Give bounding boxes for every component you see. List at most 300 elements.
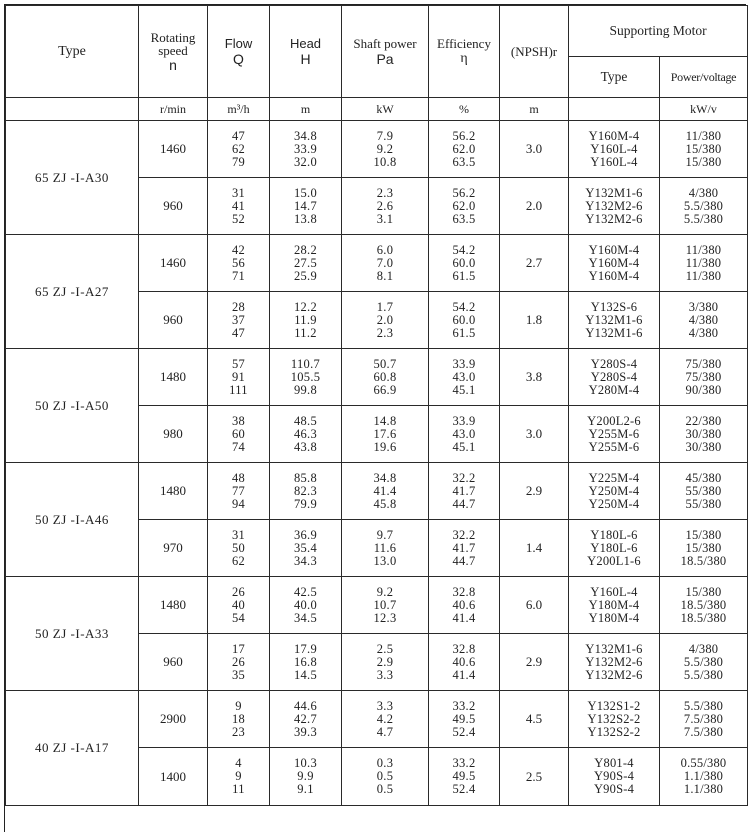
motor-type-cell-value: Y132M1-6 [585, 185, 643, 200]
head-cell-value: 10.3 [293, 756, 318, 770]
motor-power-cell-value: 5.5/380 [683, 654, 724, 669]
eff-cell [429, 178, 500, 235]
flow-cell-value: 79 [231, 154, 246, 169]
shaft-cell-value: 12.3 [373, 610, 397, 625]
eff-cell-value: 63.5 [452, 211, 476, 226]
motor-type-cell-value: Y90S-4 [593, 769, 635, 783]
motor-type-cell [569, 349, 660, 406]
eff-cell-value: 41.7 [452, 540, 476, 555]
head-cell-value: 25.9 [293, 268, 318, 283]
table-row [6, 121, 748, 178]
motor-power-cell-value: 5.5/380 [683, 698, 724, 713]
shaft-cell [342, 691, 429, 748]
motor-power-cell-value: 55/380 [685, 496, 722, 511]
header-head-title: Head [289, 35, 322, 51]
header-head [270, 6, 342, 98]
motor-type-cell-value: Y200L1-6 [587, 553, 641, 568]
shaft-cell [342, 121, 429, 178]
eff-cell-value: 32.8 [452, 584, 476, 599]
shaft-cell-value: 0.5 [376, 782, 394, 796]
head-cell [270, 178, 342, 235]
speed-cell: 1480 [139, 577, 208, 634]
motor-power-cell-value: 1.1/380 [683, 782, 724, 796]
model-type-cell: 65 ZJ -I-A27 [6, 235, 139, 349]
npsh-cell: 6.0 [500, 577, 569, 634]
motor-type-cell [569, 235, 660, 292]
flow-cell-value: 74 [231, 439, 246, 454]
flow-cell-value: 42 [231, 242, 246, 257]
head-cell [270, 235, 342, 292]
eff-cell [429, 121, 500, 178]
shaft-cell-value: 2.5 [376, 641, 394, 656]
shaft-cell-value: 3.1 [376, 211, 394, 226]
shaft-cell-value: 45.8 [373, 496, 397, 511]
eff-cell-value: 60.0 [452, 312, 476, 327]
speed-cell: 2900 [139, 691, 208, 748]
motor-power-cell-value: 15/380 [685, 527, 722, 542]
shaft-cell-value: 34.8 [373, 470, 397, 485]
flow-cell [208, 235, 270, 292]
eff-cell-value: 44.7 [452, 553, 476, 568]
eff-cell-value: 61.5 [452, 325, 476, 340]
flow-cell-value: 77 [231, 483, 246, 498]
eff-cell-value: 32.2 [452, 470, 476, 485]
flow-cell-value: 31 [231, 527, 246, 542]
motor-type-cell-value: Y160M-4 [588, 255, 640, 270]
shaft-cell-value: 2.3 [376, 185, 394, 200]
flow-cell-value: 17 [231, 641, 246, 656]
flow-cell [208, 121, 270, 178]
eff-cell-value: 33.9 [452, 356, 476, 371]
eff-cell [429, 577, 500, 634]
motor-power-cell-value: 4/380 [688, 185, 719, 200]
flow-cell [208, 691, 270, 748]
eff-cell-value: 41.7 [452, 483, 476, 498]
npsh-cell: 2.9 [500, 634, 569, 691]
eff-cell-value: 43.0 [452, 369, 476, 384]
eff-cell [429, 292, 500, 349]
motor-type-cell-value: Y160L-4 [590, 154, 638, 169]
npsh-cell: 1.4 [500, 520, 569, 577]
motor-type-cell-value: Y132M2-6 [585, 198, 643, 213]
motor-type-cell [569, 577, 660, 634]
shaft-cell [342, 748, 429, 806]
head-cell-value: 39.3 [293, 724, 318, 739]
motor-power-cell-value: 11/380 [685, 242, 722, 257]
npsh-cell: 4.5 [500, 691, 569, 748]
npsh-cell: 3.8 [500, 349, 569, 406]
head-cell-value: 34.3 [293, 553, 318, 568]
motor-power-cell-value: 45/380 [685, 470, 722, 485]
shaft-cell-value: 0.3 [376, 756, 394, 770]
flow-cell [208, 178, 270, 235]
eff-cell-value: 62.0 [452, 198, 476, 213]
head-cell-value: 28.2 [293, 242, 318, 257]
shaft-cell-value: 6.0 [376, 242, 394, 257]
motor-type-cell-value: Y180M-4 [588, 610, 640, 625]
motor-power-cell [660, 235, 748, 292]
motor-type-cell-value: Y200L2-6 [587, 413, 641, 428]
flow-cell-value: 40 [231, 597, 246, 612]
motor-power-cell-value: 55/380 [685, 483, 722, 498]
motor-power-cell-value: 4/380 [688, 325, 719, 340]
flow-cell [208, 292, 270, 349]
head-cell [270, 463, 342, 520]
motor-type-cell-value: Y160M-4 [588, 128, 640, 143]
motor-power-cell-value: 75/380 [685, 369, 722, 384]
flow-cell-value: 38 [231, 413, 246, 428]
head-cell-value: 99.8 [293, 382, 318, 397]
motor-type-cell-value: Y132M2-6 [585, 654, 643, 669]
shaft-cell [342, 406, 429, 463]
motor-power-cell-value: 11/380 [685, 128, 722, 143]
motor-type-cell [569, 292, 660, 349]
flow-cell-value: 26 [231, 584, 246, 599]
shaft-cell-value: 4.7 [376, 724, 394, 739]
flow-cell-value: 62 [231, 553, 246, 568]
shaft-cell [342, 292, 429, 349]
model-type-cell: 50 ZJ -I-A46 [6, 463, 139, 577]
speed-cell: 970 [139, 520, 208, 577]
motor-type-cell [569, 748, 660, 806]
header-motor-type: Type [569, 57, 660, 98]
header-eff [429, 6, 500, 98]
eff-cell-value: 56.2 [452, 128, 476, 143]
flow-cell-value: 4 [235, 756, 242, 770]
shaft-cell [342, 634, 429, 691]
head-cell-value: 27.5 [293, 255, 318, 270]
flow-cell-value: 26 [231, 654, 246, 669]
flow-cell-value: 18 [231, 711, 246, 726]
eff-cell [429, 634, 500, 691]
head-cell-value: 79.9 [293, 496, 318, 511]
motor-power-cell-value: 7.5/380 [683, 724, 724, 739]
table-body [6, 121, 748, 806]
flow-cell-value: 48 [231, 470, 246, 485]
npsh-cell: 1.8 [500, 292, 569, 349]
motor-power-cell [660, 349, 748, 406]
motor-type-cell-value: Y132S1-2 [587, 698, 641, 713]
head-cell-value: 11.2 [294, 325, 317, 340]
shaft-cell-value: 1.7 [376, 299, 394, 314]
motor-type-cell-value: Y132M2-6 [585, 211, 643, 226]
head-cell [270, 748, 342, 806]
shaft-cell-value: 41.4 [373, 483, 397, 498]
unit-head: m [270, 98, 342, 121]
flow-cell-value: 60 [231, 426, 246, 441]
motor-power-cell-value: 7.5/380 [683, 711, 724, 726]
flow-cell-value: 57 [231, 356, 246, 371]
shaft-cell-value: 19.6 [373, 439, 397, 454]
flow-cell-value: 23 [231, 724, 246, 739]
header-type: Type [6, 6, 139, 98]
shaft-cell-value: 9.2 [376, 584, 394, 599]
shaft-cell-value: 3.3 [376, 698, 394, 713]
head-cell-value: 15.0 [293, 185, 318, 200]
shaft-cell-value: 50.7 [373, 356, 397, 371]
table-row [6, 577, 748, 634]
shaft-cell-value: 66.9 [373, 382, 397, 397]
motor-type-cell-value: Y132S-6 [590, 299, 638, 314]
speed-cell: 1460 [139, 121, 208, 178]
shaft-cell [342, 577, 429, 634]
speed-cell: 960 [139, 634, 208, 691]
motor-power-cell-value: 18.5/380 [680, 597, 727, 612]
motor-type-cell-value: Y90S-4 [593, 782, 635, 796]
eff-cell-value: 63.5 [452, 154, 476, 169]
motor-type-cell-value: Y132S2-2 [587, 711, 641, 726]
eff-cell-value: 33.9 [452, 413, 476, 428]
head-cell [270, 691, 342, 748]
motor-power-cell [660, 577, 748, 634]
motor-power-cell-value: 15/380 [685, 584, 722, 599]
flow-cell-value: 56 [231, 255, 246, 270]
unit-npsh: m [500, 98, 569, 121]
speed-cell: 1480 [139, 463, 208, 520]
flow-cell-value: 52 [231, 211, 246, 226]
unit-flow: m³/h [208, 98, 270, 121]
npsh-cell: 2.0 [500, 178, 569, 235]
header-shaft-title: Shaft power [353, 35, 417, 51]
eff-cell-value: 44.7 [452, 496, 476, 511]
eff-cell [429, 748, 500, 806]
head-cell-value: 11.9 [294, 312, 317, 327]
eff-cell-value: 54.2 [452, 242, 476, 257]
motor-type-cell-value: Y180L-6 [590, 540, 638, 555]
unit-speed: r/min [139, 98, 208, 121]
npsh-cell: 2.9 [500, 463, 569, 520]
shaft-cell [342, 178, 429, 235]
unit-motor-power: kW/v [660, 98, 748, 121]
shaft-cell-value: 10.8 [373, 154, 397, 169]
flow-cell [208, 463, 270, 520]
motor-power-cell-value: 30/380 [685, 439, 722, 454]
motor-type-cell-value: Y250M-4 [588, 496, 640, 511]
speed-cell: 1460 [139, 235, 208, 292]
eff-cell-value: 54.2 [452, 299, 476, 314]
head-cell [270, 634, 342, 691]
shaft-cell-value: 14.8 [373, 413, 397, 428]
table-row [6, 691, 748, 748]
flow-cell-value: 62 [231, 141, 246, 156]
motor-type-cell-value: Y180M-4 [588, 597, 640, 612]
eff-cell-value: 45.1 [452, 382, 476, 397]
motor-power-cell-value: 4/380 [688, 312, 719, 327]
motor-power-cell-value: 22/380 [685, 413, 722, 428]
motor-power-cell-value: 4/380 [688, 641, 719, 656]
motor-type-cell [569, 691, 660, 748]
motor-type-cell-value: Y160M-4 [588, 242, 640, 257]
shaft-cell-value: 7.0 [376, 255, 394, 270]
head-cell-value: 33.9 [293, 141, 318, 156]
head-cell [270, 292, 342, 349]
motor-power-cell-value: 30/380 [685, 426, 722, 441]
head-cell-value: 42.7 [293, 711, 318, 726]
flow-cell [208, 748, 270, 806]
motor-power-cell [660, 406, 748, 463]
speed-cell: 960 [139, 178, 208, 235]
model-type-cell: 50 ZJ -I-A50 [6, 349, 139, 463]
head-cell-value: 14.7 [293, 198, 318, 213]
motor-type-cell [569, 406, 660, 463]
flow-cell [208, 634, 270, 691]
header-head-symbol: H [300, 50, 311, 67]
motor-power-cell [660, 520, 748, 577]
shaft-cell-value: 9.7 [376, 527, 394, 542]
motor-power-cell-value: 5.5/380 [683, 211, 724, 226]
motor-type-cell-value: Y801-4 [594, 756, 634, 770]
eff-cell [429, 463, 500, 520]
header-shaft [342, 6, 429, 98]
speed-cell: 980 [139, 406, 208, 463]
speed-cell: 960 [139, 292, 208, 349]
head-cell-value: 12.2 [293, 299, 318, 314]
shaft-cell-value: 2.6 [376, 198, 394, 213]
shaft-cell [342, 349, 429, 406]
head-cell [270, 406, 342, 463]
flow-cell-value: 35 [231, 667, 246, 682]
motor-type-cell [569, 178, 660, 235]
shaft-cell [342, 520, 429, 577]
shaft-cell-value: 7.9 [376, 128, 394, 143]
flow-cell [208, 520, 270, 577]
motor-power-cell [660, 748, 748, 806]
npsh-cell: 2.5 [500, 748, 569, 806]
motor-power-cell-value: 15/380 [685, 141, 722, 156]
header-npsh: (NPSH)r [500, 6, 569, 98]
shaft-cell-value: 10.7 [373, 597, 397, 612]
motor-power-cell-value: 11/380 [685, 268, 722, 283]
motor-type-cell-value: Y160L-4 [590, 141, 638, 156]
motor-power-cell-value: 18.5/380 [680, 610, 727, 625]
flow-cell-value: 50 [231, 540, 246, 555]
header-flow [208, 6, 270, 98]
motor-type-cell-value: Y250M-4 [588, 483, 640, 498]
shaft-cell-value: 0.5 [376, 769, 394, 783]
flow-cell-value: 47 [231, 325, 246, 340]
flow-cell-value: 71 [231, 268, 246, 283]
motor-type-cell [569, 520, 660, 577]
head-cell-value: 36.9 [293, 527, 318, 542]
header-speed-title: Rotating speed [150, 29, 196, 58]
head-cell-value: 9.9 [297, 769, 314, 783]
head-cell-value: 82.3 [293, 483, 318, 498]
motor-type-cell-value: Y132S2-2 [587, 724, 641, 739]
eff-cell [429, 520, 500, 577]
eff-cell-value: 49.5 [452, 711, 476, 726]
head-cell-value: 16.8 [293, 654, 318, 669]
npsh-cell: 2.7 [500, 235, 569, 292]
head-cell-value: 13.8 [293, 211, 318, 226]
table-row [6, 463, 748, 520]
flow-cell-value: 91 [231, 369, 246, 384]
header-motor: Supporting Motor [569, 6, 748, 57]
motor-power-cell-value: 15/380 [685, 540, 722, 555]
head-cell-value: 9.1 [297, 782, 314, 796]
header-eff-symbol: η [460, 50, 468, 66]
eff-cell-value: 45.1 [452, 439, 476, 454]
head-cell-value: 43.8 [293, 439, 318, 454]
shaft-cell [342, 235, 429, 292]
motor-type-cell-value: Y255M-6 [588, 426, 640, 441]
flow-cell [208, 406, 270, 463]
eff-cell-value: 61.5 [452, 268, 476, 283]
header-speed [139, 6, 208, 98]
flow-cell-value: 9 [235, 769, 242, 783]
motor-power-cell-value: 5.5/380 [683, 198, 724, 213]
motor-power-cell-value: 18.5/380 [680, 553, 727, 568]
head-cell-value: 34.5 [293, 610, 318, 625]
model-type-cell: 65 ZJ -I-A30 [6, 121, 139, 235]
head-cell-value: 40.0 [293, 597, 318, 612]
motor-power-cell-value: 0.55/380 [680, 756, 727, 770]
eff-cell-value: 32.2 [452, 527, 476, 542]
flow-cell-value: 11 [232, 782, 245, 796]
eff-cell-value: 56.2 [452, 185, 476, 200]
motor-power-cell-value: 75/380 [685, 356, 722, 371]
header-flow-symbol: Q [233, 50, 244, 67]
motor-type-cell-value: Y132M1-6 [585, 312, 643, 327]
head-cell-value: 48.5 [293, 413, 318, 428]
shaft-cell-value: 2.3 [376, 325, 394, 340]
motor-type-cell-value: Y280S-4 [590, 356, 638, 371]
flow-cell [208, 349, 270, 406]
flow-cell-value: 9 [235, 698, 242, 713]
head-cell-value: 85.8 [293, 470, 318, 485]
motor-power-cell [660, 463, 748, 520]
head-cell-value: 34.8 [293, 128, 318, 143]
head-cell [270, 349, 342, 406]
npsh-cell: 3.0 [500, 406, 569, 463]
npsh-cell: 3.0 [500, 121, 569, 178]
eff-cell-value: 33.2 [452, 756, 476, 770]
model-type-cell: 50 ZJ -I-A33 [6, 577, 139, 691]
shaft-cell-value: 8.1 [376, 268, 394, 283]
flow-cell-value: 54 [231, 610, 246, 625]
eff-cell-value: 62.0 [452, 141, 476, 156]
shaft-cell-value: 13.0 [373, 553, 397, 568]
motor-power-cell-value: 90/380 [685, 382, 722, 397]
eff-cell-value: 41.4 [452, 610, 476, 625]
eff-cell-value: 41.4 [452, 667, 476, 682]
speed-cell: 1480 [139, 349, 208, 406]
shaft-cell-value: 11.6 [373, 540, 397, 555]
unit-shaft: kW [342, 98, 429, 121]
shaft-cell-value: 2.0 [376, 312, 394, 327]
motor-type-cell-value: Y132M1-6 [585, 641, 643, 656]
head-cell-value: 17.9 [293, 641, 318, 656]
head-cell-value: 44.6 [293, 698, 318, 713]
header-shaft-symbol: Pa [376, 50, 394, 67]
eff-cell-value: 60.0 [452, 255, 476, 270]
motor-power-cell [660, 634, 748, 691]
flow-cell-value: 28 [231, 299, 246, 314]
motor-type-cell [569, 121, 660, 178]
motor-power-cell [660, 178, 748, 235]
flow-cell-value: 94 [231, 496, 246, 511]
motor-power-cell [660, 292, 748, 349]
eff-cell-value: 49.5 [452, 769, 476, 783]
flow-cell-value: 41 [231, 198, 246, 213]
motor-type-cell-value: Y225M-4 [588, 470, 640, 485]
flow-cell-value: 47 [231, 128, 246, 143]
motor-type-cell-value: Y132M1-6 [585, 325, 643, 340]
model-type-cell: 40 ZJ -I-A17 [6, 691, 139, 806]
speed-cell: 1400 [139, 748, 208, 806]
shaft-cell-value: 17.6 [373, 426, 397, 441]
header-speed-symbol: n [169, 56, 177, 73]
motor-type-cell [569, 463, 660, 520]
